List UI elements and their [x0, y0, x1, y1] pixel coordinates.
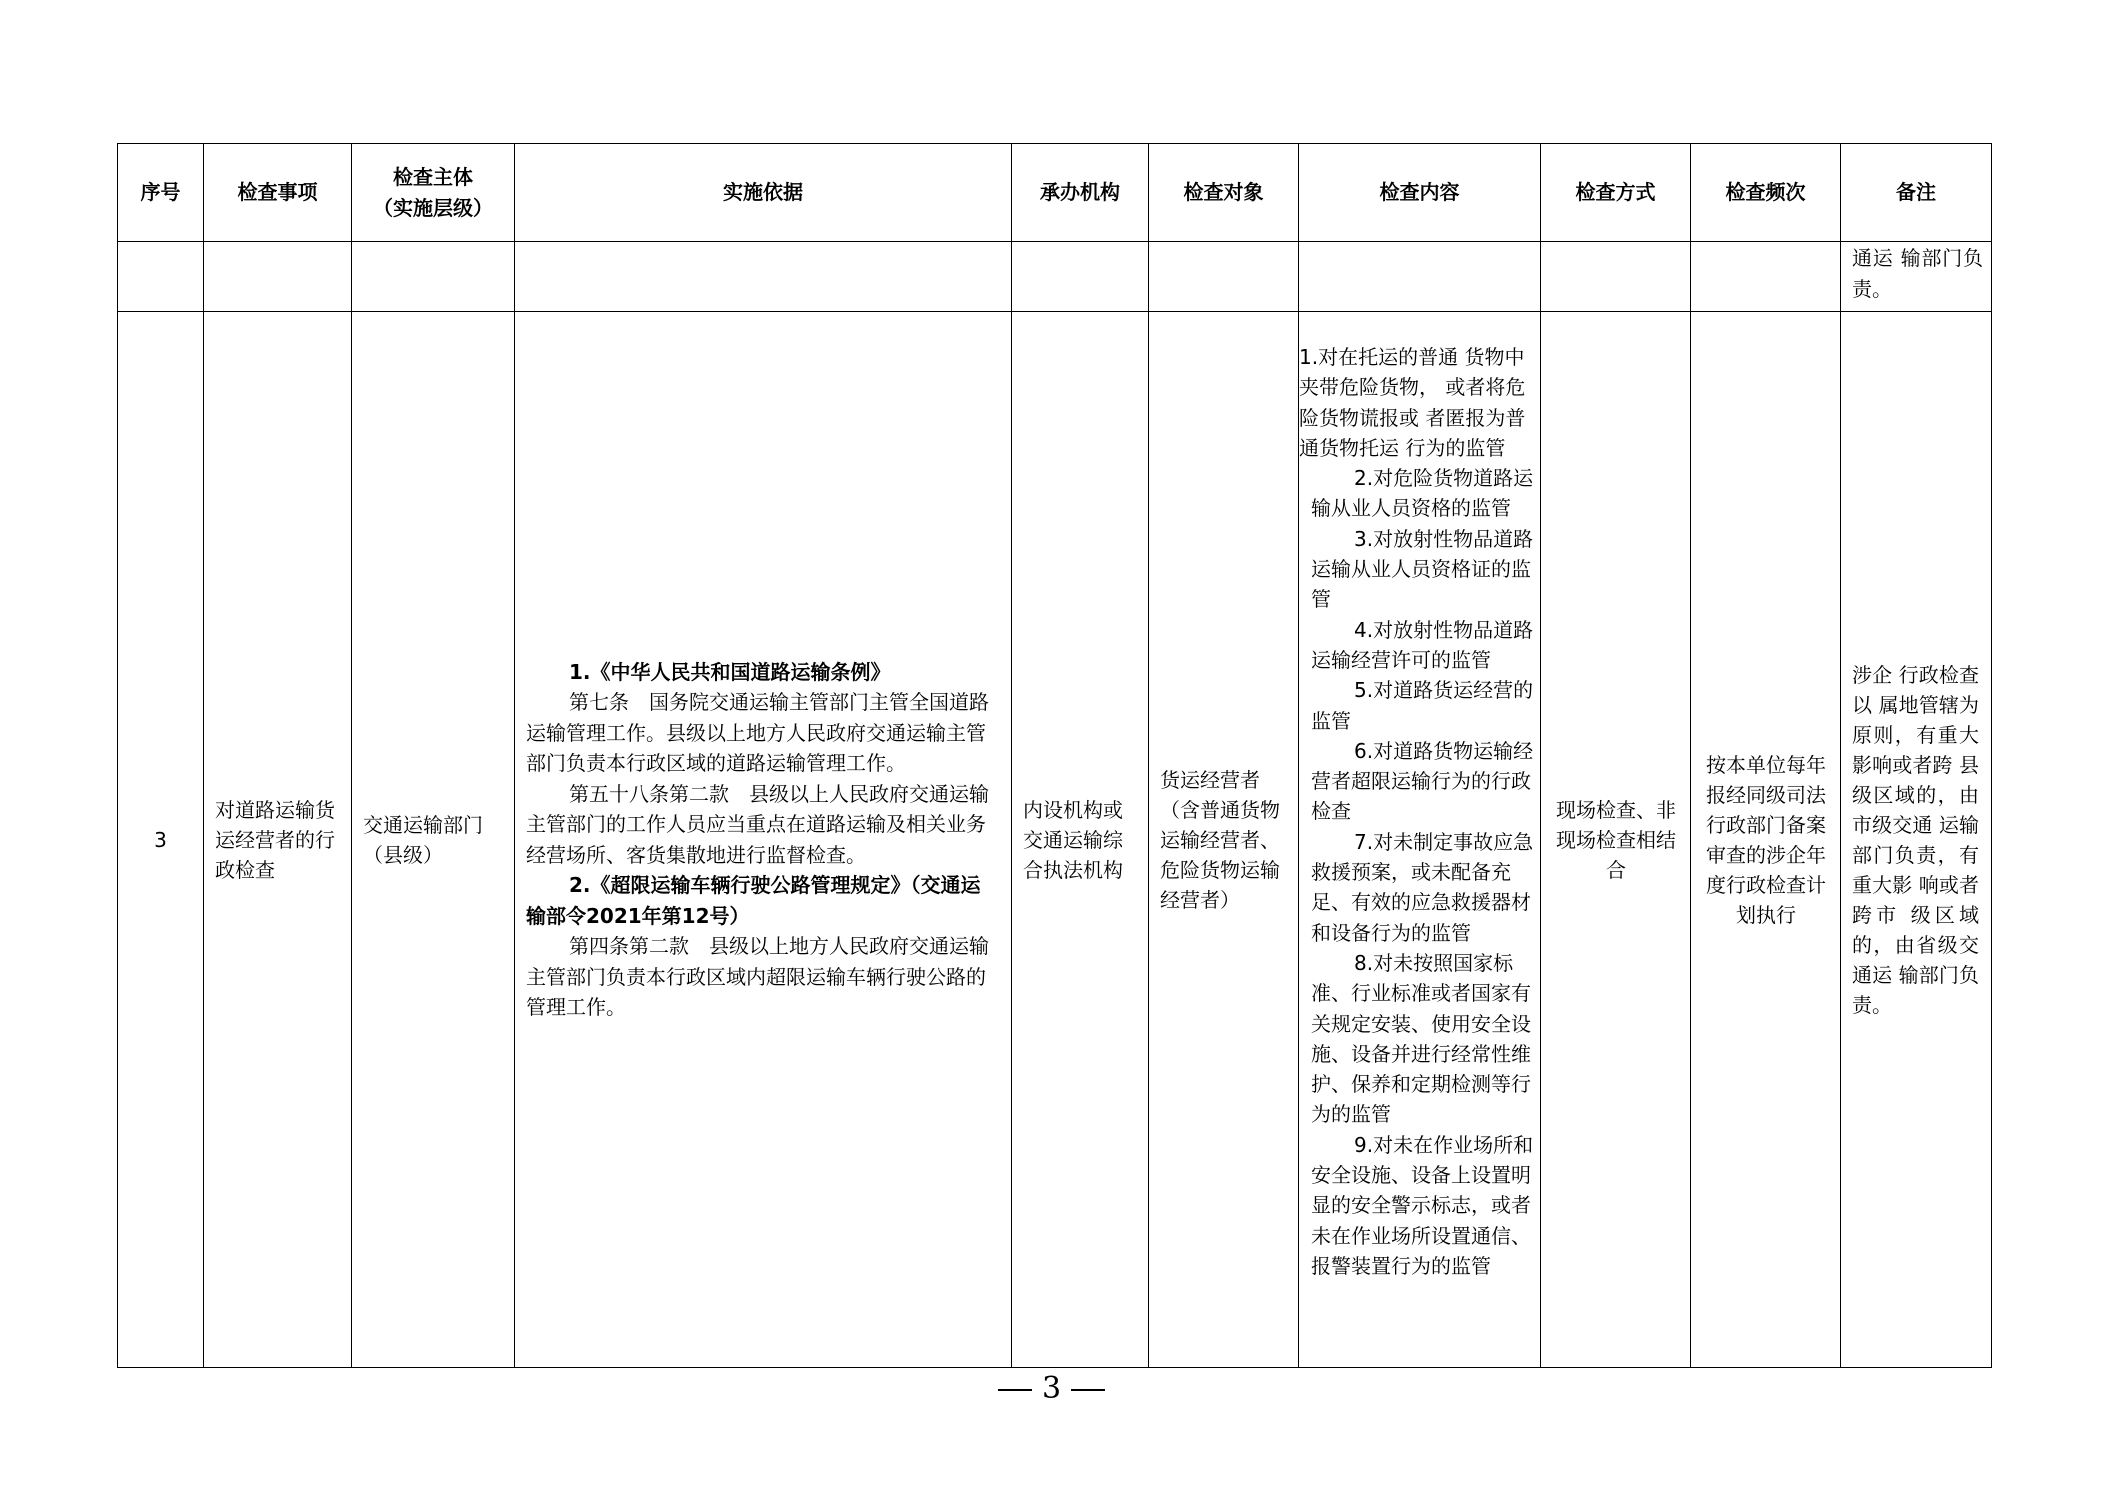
page-number: [0, 1371, 2103, 1406]
header-frequency: 检查频次: [1691, 144, 1841, 242]
row-basis: [515, 657, 1011, 1023]
header-agency: 承办机构: [1012, 144, 1149, 242]
basis-law-title: 2.《超限运输车辆行驶公路管理规定》（交通运输部令2021年第12号）: [526, 873, 981, 928]
row-target: 货运经营者（含普通货物运输经营者、危险货物运输经营者）: [1160, 767, 1280, 912]
continuation-row: [118, 242, 1992, 312]
header-item: 检查事项: [204, 144, 352, 242]
header-remark: 备注: [1841, 144, 1992, 242]
row-subject: 交通运输部门（县级）: [363, 812, 483, 867]
row-method: 现场检查、非现场检查相结合: [1556, 797, 1676, 882]
row-agency: 内设机构或交通运输综合执法机构: [1023, 797, 1123, 882]
header-seq: 序号: [118, 144, 204, 242]
header-subject: 检查主体 （实施层级）: [352, 144, 515, 242]
header-row: [118, 144, 1992, 242]
header-target: 检查对象: [1149, 144, 1299, 242]
row-item: 对道路运输货运经营者的行政检查: [215, 797, 335, 882]
row-frequency: 按本单位每年报经同级司法行政部门备案审查的涉企年度行政检查计划执行: [1706, 752, 1826, 927]
inspection-table: [117, 143, 1992, 1368]
row-remark: 涉企 行政检查以 属地管辖为原则，有重大 影响或者跨 县级区域的，由市级交通 运输部门负责，有重大影 响或者跨市 级区域的，由省级交通运 输部门负责。: [1852, 662, 1979, 1017]
content-item: 6.对道路货物运输经营者超限运输行为的行政检查: [1311, 738, 1534, 824]
header-method: 检查方式: [1541, 144, 1691, 242]
basis-paragraph: 第四条第二款 县级以上地方人民政府交通运输主管部门负责本行政区域内超限运输车辆行驶公路的管理工作。: [526, 934, 989, 1019]
basis-paragraph: 第五十八条第二款 县级以上人民政府交通运输主管部门的工作人员应当重点在道路运输及相关业务经营场所、客货集散地进行监督检查。: [526, 781, 989, 867]
page-number-value: 3: [1041, 1371, 1062, 1406]
page-dash-left: [998, 1389, 1032, 1391]
content-item: 5.对道路货运经营的监管: [1311, 678, 1534, 733]
header-basis: 实施依据: [515, 144, 1012, 242]
basis-law-title: 1.《中华人民共和国道路运输条例》: [569, 659, 891, 684]
content-item: 8.对未按照国家标准、行业标准或者国家有关规定安装、使用安全设施、设备并进行经常性维护、保养和定期检测等行为的监管: [1311, 950, 1531, 1127]
row-content: [1299, 342, 1540, 1281]
content-item: 3.对放射性物品道路运输从业人员资格证的监管: [1311, 526, 1534, 612]
content-item: 4.对放射性物品道路运输经营许可的监管: [1311, 617, 1534, 672]
continuation-remark: 通运 输部门负责。: [1852, 246, 1983, 301]
content-item: 1.对在托运的普通 货物中夹带危险货物， 或者将危险货物谎报或 者匿报为普通货物托运 行为的监管: [1299, 345, 1526, 460]
header-content: 检查内容: [1299, 144, 1541, 242]
content-item: 7.对未制定事故应急救援预案，或未配备充足、有效的应急救援器材和设备行为的监管: [1311, 829, 1534, 945]
content-item: 9.对未在作业场所和安全设施、设备上设置明显的安全警示标志，或者未在作业场所设置通信、报警装置行为的监管: [1311, 1132, 1534, 1278]
row-seq: 3: [118, 312, 204, 1368]
page-dash-right: [1071, 1389, 1105, 1391]
content-item: 2.对危险货物道路运输从业人员资格的监管: [1311, 466, 1534, 521]
table-row: [118, 312, 1992, 1368]
basis-paragraph: 第七条 国务院交通运输主管部门主管全国道路运输管理工作。县级以上地方人民政府交通运输主管部门负责本行政区域的道路运输管理工作。: [526, 690, 989, 775]
